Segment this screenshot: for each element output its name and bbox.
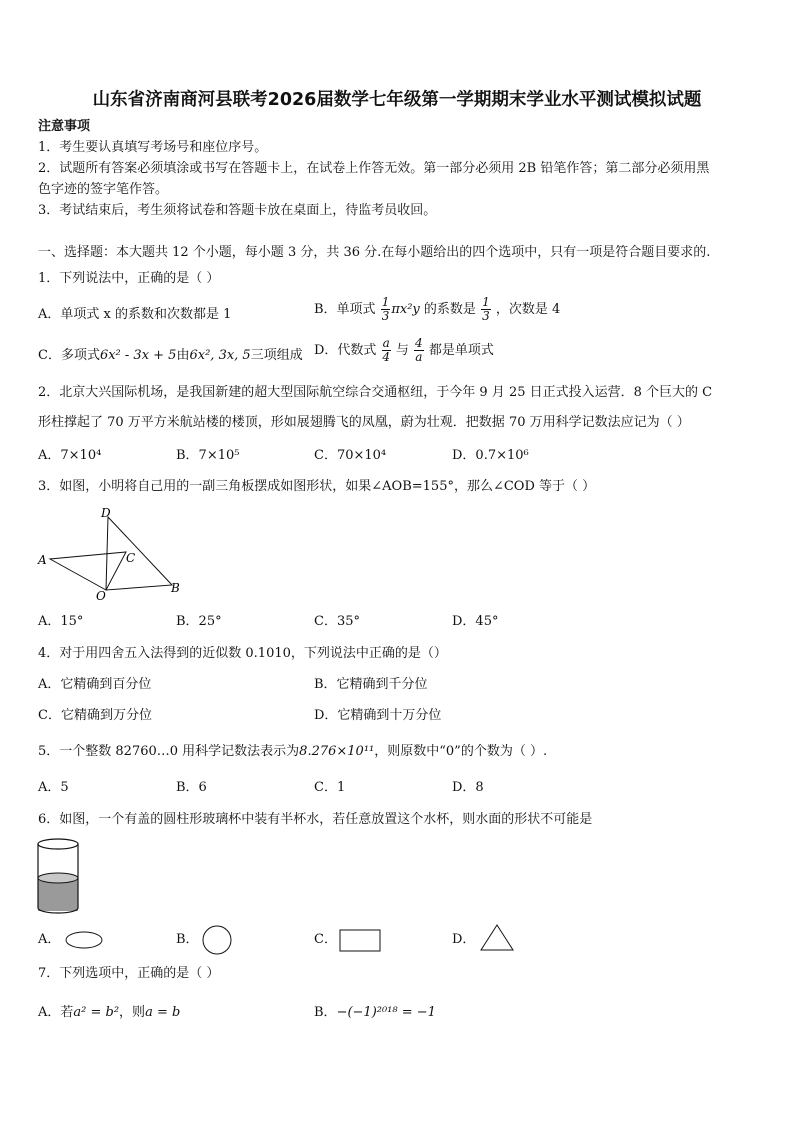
q7-b-expr: −(−1)²⁰¹⁸ = −1 [336, 1005, 436, 1020]
q3-triangle-aoc [50, 552, 126, 590]
q2-stem-line2: 形柱撑起了 70 万平方米航站楼的楼顶，形如展翅腾飞的凤凰，蔚为壮观．把数据 70 万用科学记数法应记为（ ） [38, 415, 690, 430]
q3-label-c: C [126, 551, 136, 565]
section-one-heading: 一、选择题：本大题共 12 个小题，每小题 3 分，共 36 分.在每小题给出的四个选项中，只有一项是符合题目要求的. [38, 245, 711, 260]
q1-option-b [314, 296, 560, 323]
cylinder-cup-icon [36, 836, 82, 916]
notice-item-3: 3．考试结束后，考生须将试卷和答题卡放在桌面上，待监考员收回。 [38, 203, 437, 218]
q1-stem: 1．下列说法中，正确的是（ ） [38, 271, 220, 286]
q1-c-expr: 6x² - 3x + 5 [99, 348, 177, 363]
rectangle-shape-icon [338, 928, 382, 954]
q3-option-a: A．15° [38, 614, 84, 629]
q6-option-d: D． [452, 932, 476, 947]
q6-option-c: C． [314, 932, 337, 947]
q4-option-d: D．它精确到十万分位 [314, 708, 442, 723]
q6-option-b: B． [176, 932, 199, 947]
q1-option-d: D．代数式 $\frac{a}{4}$ 与 $\frac{4}{a}$ 都是单项式 [314, 336, 494, 364]
q2-option-d: D．0.7×10⁶ [452, 448, 529, 463]
q2-option-c: C．70×10⁴ [314, 448, 387, 463]
q3-triangle-figure [34, 502, 194, 604]
q2-stem-line1: 2．北京大兴国际机场，是我国新建的超大型国际航空综合交通枢纽，于今年 9 月 25 日正式投入运营．8 个巨大的 C [38, 385, 713, 400]
q5-stem: 5．一个整数 82760…0 用科学记数法表示为8.276×10¹¹，则原数中“0”的个数为（ ）. [38, 744, 548, 759]
exam-title: 山东省济南商河县联考2026届数学七年级第一学期期末学业水平测试模拟试题 [92, 90, 702, 110]
q1-c-terms: 6x², 3x, 5 [189, 348, 251, 363]
q1-d-frac2: $\frac{4}{a}$ [415, 336, 423, 364]
q3-label-b: B [171, 581, 180, 595]
q2-option-b: B．7×10⁵ [176, 448, 240, 463]
q3-label-o: O [96, 589, 106, 603]
notice-item-2: 2．试题所有答案必须填涂或书写在答题卡上，在试卷上作答无效。第一部分必须用 2B 铅笔作答；第二部分必须用黑 [38, 161, 710, 176]
q5-option-d: D．8 [452, 780, 484, 795]
q1-option-c: C．多项式6x² - 3x + 5由6x², 3x, 5三项组成 [38, 348, 303, 363]
q1-b-term: πx²y [391, 302, 420, 317]
triangle-shape-icon [478, 922, 516, 954]
q7-stem: 7．下列选项中，正确的是（ ） [38, 966, 220, 981]
notice-item-1: 1．考生要认真填写考场号和座位序号。 [38, 140, 268, 155]
q2-option-a: A．7×10⁴ [38, 448, 102, 463]
q6-stem: 6．如图，一个有盖的圆柱形玻璃杯中装有半杯水，若任意放置这个水杯，则水面的形状不可能是 [38, 812, 593, 827]
q3-option-b: B．25° [176, 614, 222, 629]
q4-option-a: A．它精确到百分位 [38, 677, 152, 692]
q3-option-d: D．45° [452, 614, 499, 629]
q4-option-c: C．它精确到万分位 [38, 708, 152, 723]
q1-b-frac: $\frac{1}{3}$ [381, 295, 390, 323]
q7-a-result: a = b [145, 1005, 181, 1020]
q3-option-c: C．35° [314, 614, 360, 629]
q7-a-expr: a² = b² [73, 1005, 120, 1020]
q3-label-a: A [38, 553, 47, 567]
q1-b-frac2: $\frac{1}{3}$ [482, 295, 490, 323]
q5-option-b: B．6 [176, 780, 207, 795]
q3-stem: 3．如图，小明将自己用的一副三角板摆成如图形状，如果∠AOB=155°，那么∠COD 等于（ ） [38, 479, 596, 494]
notice-item-2-cont: 色字迹的签字笔作答。 [38, 182, 169, 197]
q7-option-a: A．若a² = b²，则a = b [38, 1005, 181, 1020]
q5-option-c: C．1 [314, 780, 346, 795]
circle-shape-icon [200, 924, 234, 956]
q4-stem: 4．对于用四舍五入法得到的近似数 0.1010，下列说法中正确的是（） [38, 646, 447, 661]
q3-label-d: D [101, 506, 111, 520]
q1-option-a: A．单项式 x 的系数和次数都是 1 [38, 307, 232, 322]
q6-option-a: A． [38, 932, 61, 947]
q1-b-mid: 的系数是 [423, 302, 476, 317]
q3-triangle-dob [106, 517, 172, 590]
q1-b-pre: B．单项式 [314, 302, 376, 317]
q5-option-a: A．5 [38, 780, 69, 795]
q1-d-frac1: $\frac{a}{4}$ [382, 336, 390, 364]
q1-b-post: ，次数是 4 [495, 302, 561, 317]
ellipse-shape-icon [64, 930, 104, 950]
q4-option-b: B．它精确到千分位 [314, 677, 428, 692]
notice-heading: 注意事项 [38, 119, 91, 134]
q7-option-b: B．−(−1)²⁰¹⁸ = −1 [314, 1005, 436, 1020]
q5-expr: 8.276×10¹¹ [299, 744, 375, 759]
